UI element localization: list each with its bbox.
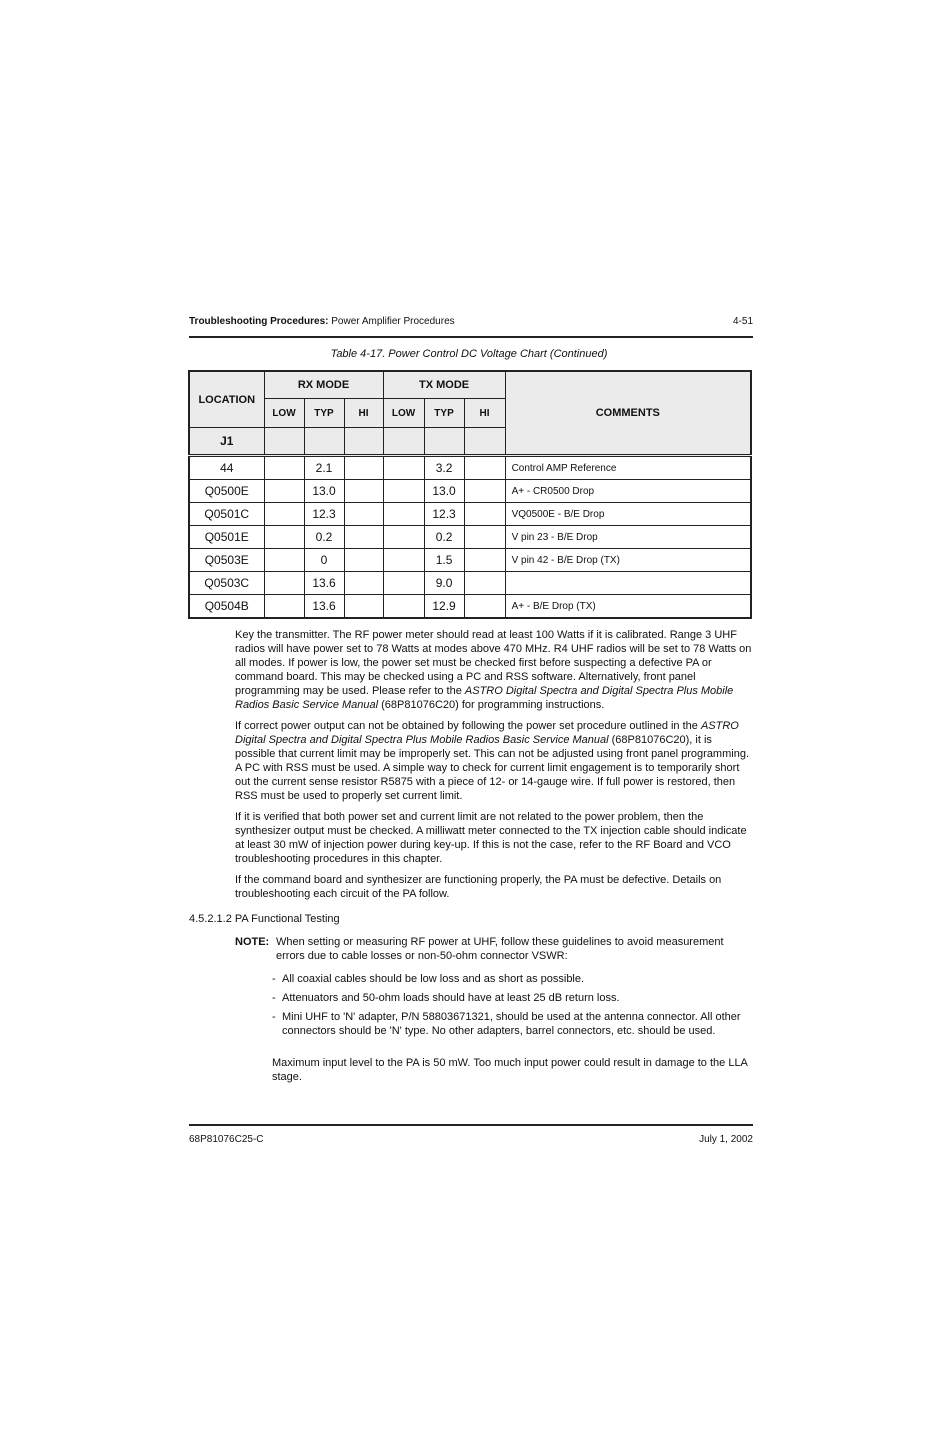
footer-date: July 1, 2002 [699,1134,753,1145]
cell-tx-low [383,456,424,480]
cell-location: Q0501C [189,503,264,526]
cell-tx-typ: 9.0 [424,572,464,595]
header-page-number: 4-51 [732,316,753,327]
cell-comment: V pin 42 - B/E Drop (TX) [505,549,751,572]
paragraph-max-input: Maximum input level to the PA is 50 mW. Too much input power could result in damage to the LLA stage. [272,1057,748,1083]
note-block [235,935,753,963]
table-row [189,480,751,503]
j1-header: J1 [189,428,264,456]
cell-rx-low [264,480,304,503]
note-text: When setting or measuring RF power at UHF, follow these guidelines to avoid measurement errors due to cable losses or non-50-ohm connector VSWR: [276,936,724,962]
page-footer [189,1124,753,1145]
cell-rx-low [264,456,304,480]
cell-tx-hi [464,456,505,480]
bullet-dash: - [272,973,276,985]
cell-tx-hi [464,595,505,619]
rx-hi-header: HI [344,399,383,428]
subsection-heading: 4.5.2.1.2 PA Functional Testing [189,913,340,925]
page-header [189,316,753,338]
cell-comment: A+ - CR0500 Drop [505,480,751,503]
cell-rx-typ: 2.1 [304,456,344,480]
cell-tx-hi [464,480,505,503]
rx-low-header: LOW [264,399,304,428]
cell-tx-low [383,480,424,503]
paragraph-current-limit: If correct power output can not be obtained by following the power set procedure outlined in the ASTRO Digital Spectra and Digital Spectra Plus Mobile Radios Basic Service Manual (68P81076C20), it is possible that current limit may be improperly set. This can not be adjusted using front panel programming. A PC with RSS must be used. A simple way to check for current limit engagement is to temporarily short out the current sense resistor R5875 with a piece of 12- or 14-gauge wire. If full power is restored, then RSS must be used to properly set current limit. [235,720,749,802]
cell-location: Q0504B [189,595,264,619]
cell-rx-hi [344,456,383,480]
cell-tx-typ: 12.3 [424,503,464,526]
cell-rx-low [264,526,304,549]
cell-location: Q0503E [189,549,264,572]
tx-hi-header: HI [464,399,505,428]
cell-tx-typ: 0.2 [424,526,464,549]
cell-rx-typ: 0 [304,549,344,572]
bullet-dash: - [272,992,276,1004]
list-item: - Attenuators and 50-ohm loads should have at least 25 dB return loss. [272,992,620,1004]
paragraph-key-transmitter: Key the transmitter. The RF power meter should read at least 100 Watts if it is calibrated. Range 3 UHF radios will have power set to 78 Watts at modes above 470 MHz. R4 UHF radios will be set to 78 Watts on all modes. If power is low, the power set must be checked first before suspecting a defective PA or command board. This may be checked using a PC and RSS software. Alternatively, front panel programming may be used. Please refer to the ASTRO Digital Spectra and Digital Spectra Plus Mobile Radios Basic Service Manual (68P81076C20) for programming instructions. [235,629,752,711]
cell-tx-typ: 3.2 [424,456,464,480]
cell-rx-hi [344,503,383,526]
cell-tx-typ: 13.0 [424,480,464,503]
cell-comment: VQ0500E - B/E Drop [505,503,751,526]
cell-location: 44 [189,456,264,480]
cell-tx-hi [464,526,505,549]
cell-rx-typ: 13.6 [304,595,344,619]
cell-tx-hi [464,572,505,595]
cell-comment: A+ - B/E Drop (TX) [505,595,751,619]
table-row [189,549,751,572]
header-section-title: Troubleshooting Procedures: [189,316,329,327]
cell-rx-hi [344,480,383,503]
bullet-dash: - [272,1011,276,1023]
cell-tx-typ: 1.5 [424,549,464,572]
cell-tx-low [383,595,424,619]
cell-rx-low [264,595,304,619]
table-row [189,526,751,549]
paragraph-pa-defective: If the command board and synthesizer are functioning properly, the PA must be defective. Details on troubleshooting each circuit of the PA follow. [235,874,722,900]
cell-rx-hi [344,595,383,619]
cell-comment [505,572,751,595]
table-row [189,595,751,619]
voltage-chart-table [188,370,752,619]
note-label: NOTE: [235,936,270,948]
table-row [189,503,751,526]
table-row [189,572,751,595]
cell-location: Q0501E [189,526,264,549]
cell-tx-low [383,549,424,572]
cell-rx-hi [344,526,383,549]
table-row [189,456,751,480]
cell-rx-hi [344,549,383,572]
tx-typ-header: TYP [424,399,464,428]
manual-title: ASTRO Digital Spectra and Digital Spectra Plus Mobile Radios Basic Service Manual [235,685,734,711]
rx-typ-header: TYP [304,399,344,428]
footer-doc-number: 68P81076C25-C [189,1134,264,1145]
cell-tx-low [383,572,424,595]
manual-title: ASTRO Digital Spectra and Digital Spectra Plus Mobile Radios Basic Service Manual [235,720,739,746]
cell-tx-hi [464,549,505,572]
header-section-subtitle: Power Amplifier Procedures [328,316,455,327]
cell-rx-typ: 13.0 [304,480,344,503]
location-header: LOCATION [189,371,264,428]
tx-mode-header: TX MODE [383,371,505,399]
cell-tx-typ: 12.9 [424,595,464,619]
cell-location: Q0500E [189,480,264,503]
cell-rx-low [264,549,304,572]
cell-tx-hi [464,503,505,526]
list-item: - All coaxial cables should be low loss and as short as possible. [272,973,585,985]
cell-comment: Control AMP Reference [505,456,751,480]
cell-tx-low [383,503,424,526]
cell-rx-low [264,572,304,595]
cell-location: Q0503C [189,572,264,595]
cell-rx-typ: 0.2 [304,526,344,549]
comments-header: COMMENTS [505,371,751,456]
cell-rx-low [264,503,304,526]
rx-mode-header: RX MODE [264,371,383,399]
cell-comment: V pin 23 - B/E Drop [505,526,751,549]
cell-rx-hi [344,572,383,595]
table-body [189,456,751,619]
cell-rx-typ: 13.6 [304,572,344,595]
tx-low-header: LOW [383,399,424,428]
cell-tx-low [383,526,424,549]
list-item: - Mini UHF to 'N' adapter, P/N 58803671321, should be used at the antenna connector. All other connectors should be 'N' type. No other adapters, barrel connectors, etc. should be used. [272,1011,741,1037]
cell-rx-typ: 12.3 [304,503,344,526]
paragraph-synthesizer: If it is verified that both power set and current limit are not related to the power problem, then the synthesizer output must be checked. A milliwatt meter connected to the TX injection cable should indicate at least 30 mW of injection power during key-up. If this is not the case, refer to the RF Board and VCO troubleshooting procedures in this chapter. [235,811,747,865]
table-caption: Table 4-17. Power Control DC Voltage Chart (Continued) [330,348,608,360]
